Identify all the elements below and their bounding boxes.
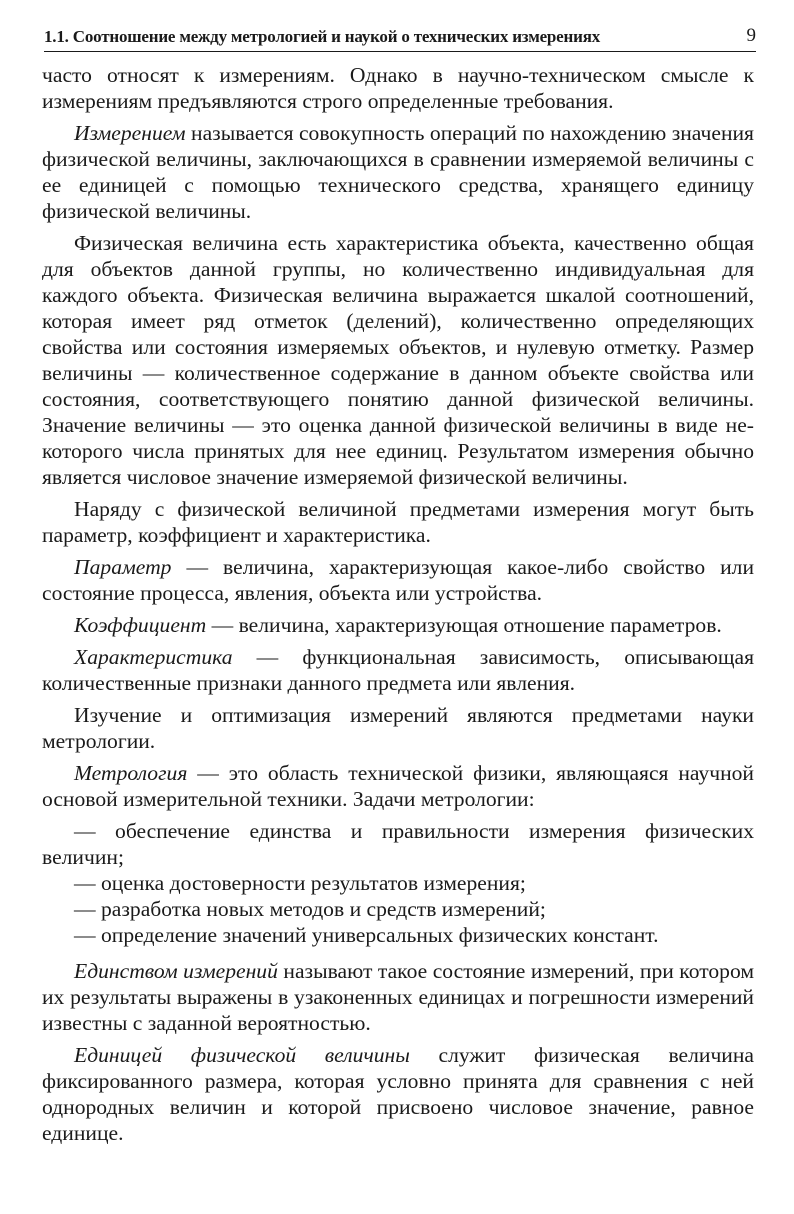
paragraph-definition-metrology: Метрология — это область технической физики, являющаяся научной основой измерительной техники. Задачи метрологии: <box>42 761 754 811</box>
list-item: — определение значений универсальных физических констант. <box>74 923 659 947</box>
paragraph-definition-measurement: Измерением называется совокупность операций по нахождению значения физической величины, заключающихся в сравнении измеряемой величины с ее единицей с помощью технического средства, хранящего единицу физической величины. <box>42 121 754 223</box>
paragraph-definition-uniformity: Единством измерений называют такое состояние измерений, при котором их результаты выражены в узаконенных единицах и погрешности измерений известны с заданной вероятностью. <box>42 959 755 1035</box>
defined-term: Метрология <box>74 761 188 785</box>
paragraph-definition-unit: Единицей физической величины служит физическая величина фиксированного размера, которая условно принята для сравнения с ней однородных величин и которой присвоено числовое значение, равное единице. <box>42 1043 754 1145</box>
paragraph: Изучение и оптимизация измерений являются предметами науки метрологии. <box>42 703 754 753</box>
defined-term: Характеристика <box>74 645 233 669</box>
paragraph: Наряду с физической величиной предметами измерения могут быть параметр, коэффициент и характеристика. <box>42 497 754 547</box>
paragraph-definition-characteristic: Характеристика — функциональная зависимость, описывающая количественные признаки данного предмета или явления. <box>42 645 754 695</box>
list-item: — обеспечение единства и правильности измерения физических величин; <box>42 819 754 869</box>
running-header <box>44 22 756 52</box>
paragraph-definition-parameter: Параметр — величина, характеризующая какое-либо свойство или состояние процесса, явления, объекта или устройства. <box>42 555 754 605</box>
defined-term: Единицей физической величины <box>74 1043 410 1067</box>
paragraph: часто относят к измерениям. Однако в научно-техническом смысле к измерениям предъявляются строго определенные требования. <box>42 63 754 113</box>
paragraph-physical-quantity: Физическая величина есть характеристика объекта, качественно общая для объектов данной группы, но количественно индивидуальная для каждого объекта. Физическая величина выражается шкалой соотношений, которая имеет ряд отметок (делений), количественно определяющих свойства или состояния измеряемых объектов, и нулевую отметку. Размер величины — количественное содержание в данном объекте свойства или состояния, соответствующего понятию данной физической величины. Значение величины — это оценка данной физической величины в виде некоторого числа принятых для нее единиц. Результатом измерения обычно является числовое значение измеряемой физической величины. <box>42 231 754 489</box>
list-item: — разработка новых методов и средств измерений; <box>74 897 546 921</box>
list-item: — оценка достоверности результатов измерения; <box>74 871 526 895</box>
chapter-section-title: 1.1. Соотношение между метрологией и наукой о технических измерениях <box>44 27 600 46</box>
metrology-tasks-list <box>42 818 754 948</box>
page-body <box>42 62 754 1152</box>
paragraph-definition-coefficient: Коэффициент — величина, характеризующая отношение параметров. <box>74 613 722 637</box>
page-number: 9 <box>746 25 756 46</box>
defined-term: Измерением <box>74 121 186 145</box>
defined-term: Коэффициент <box>74 613 207 637</box>
defined-term: Единством измерений <box>74 959 278 983</box>
defined-term: Параметр <box>74 555 172 579</box>
